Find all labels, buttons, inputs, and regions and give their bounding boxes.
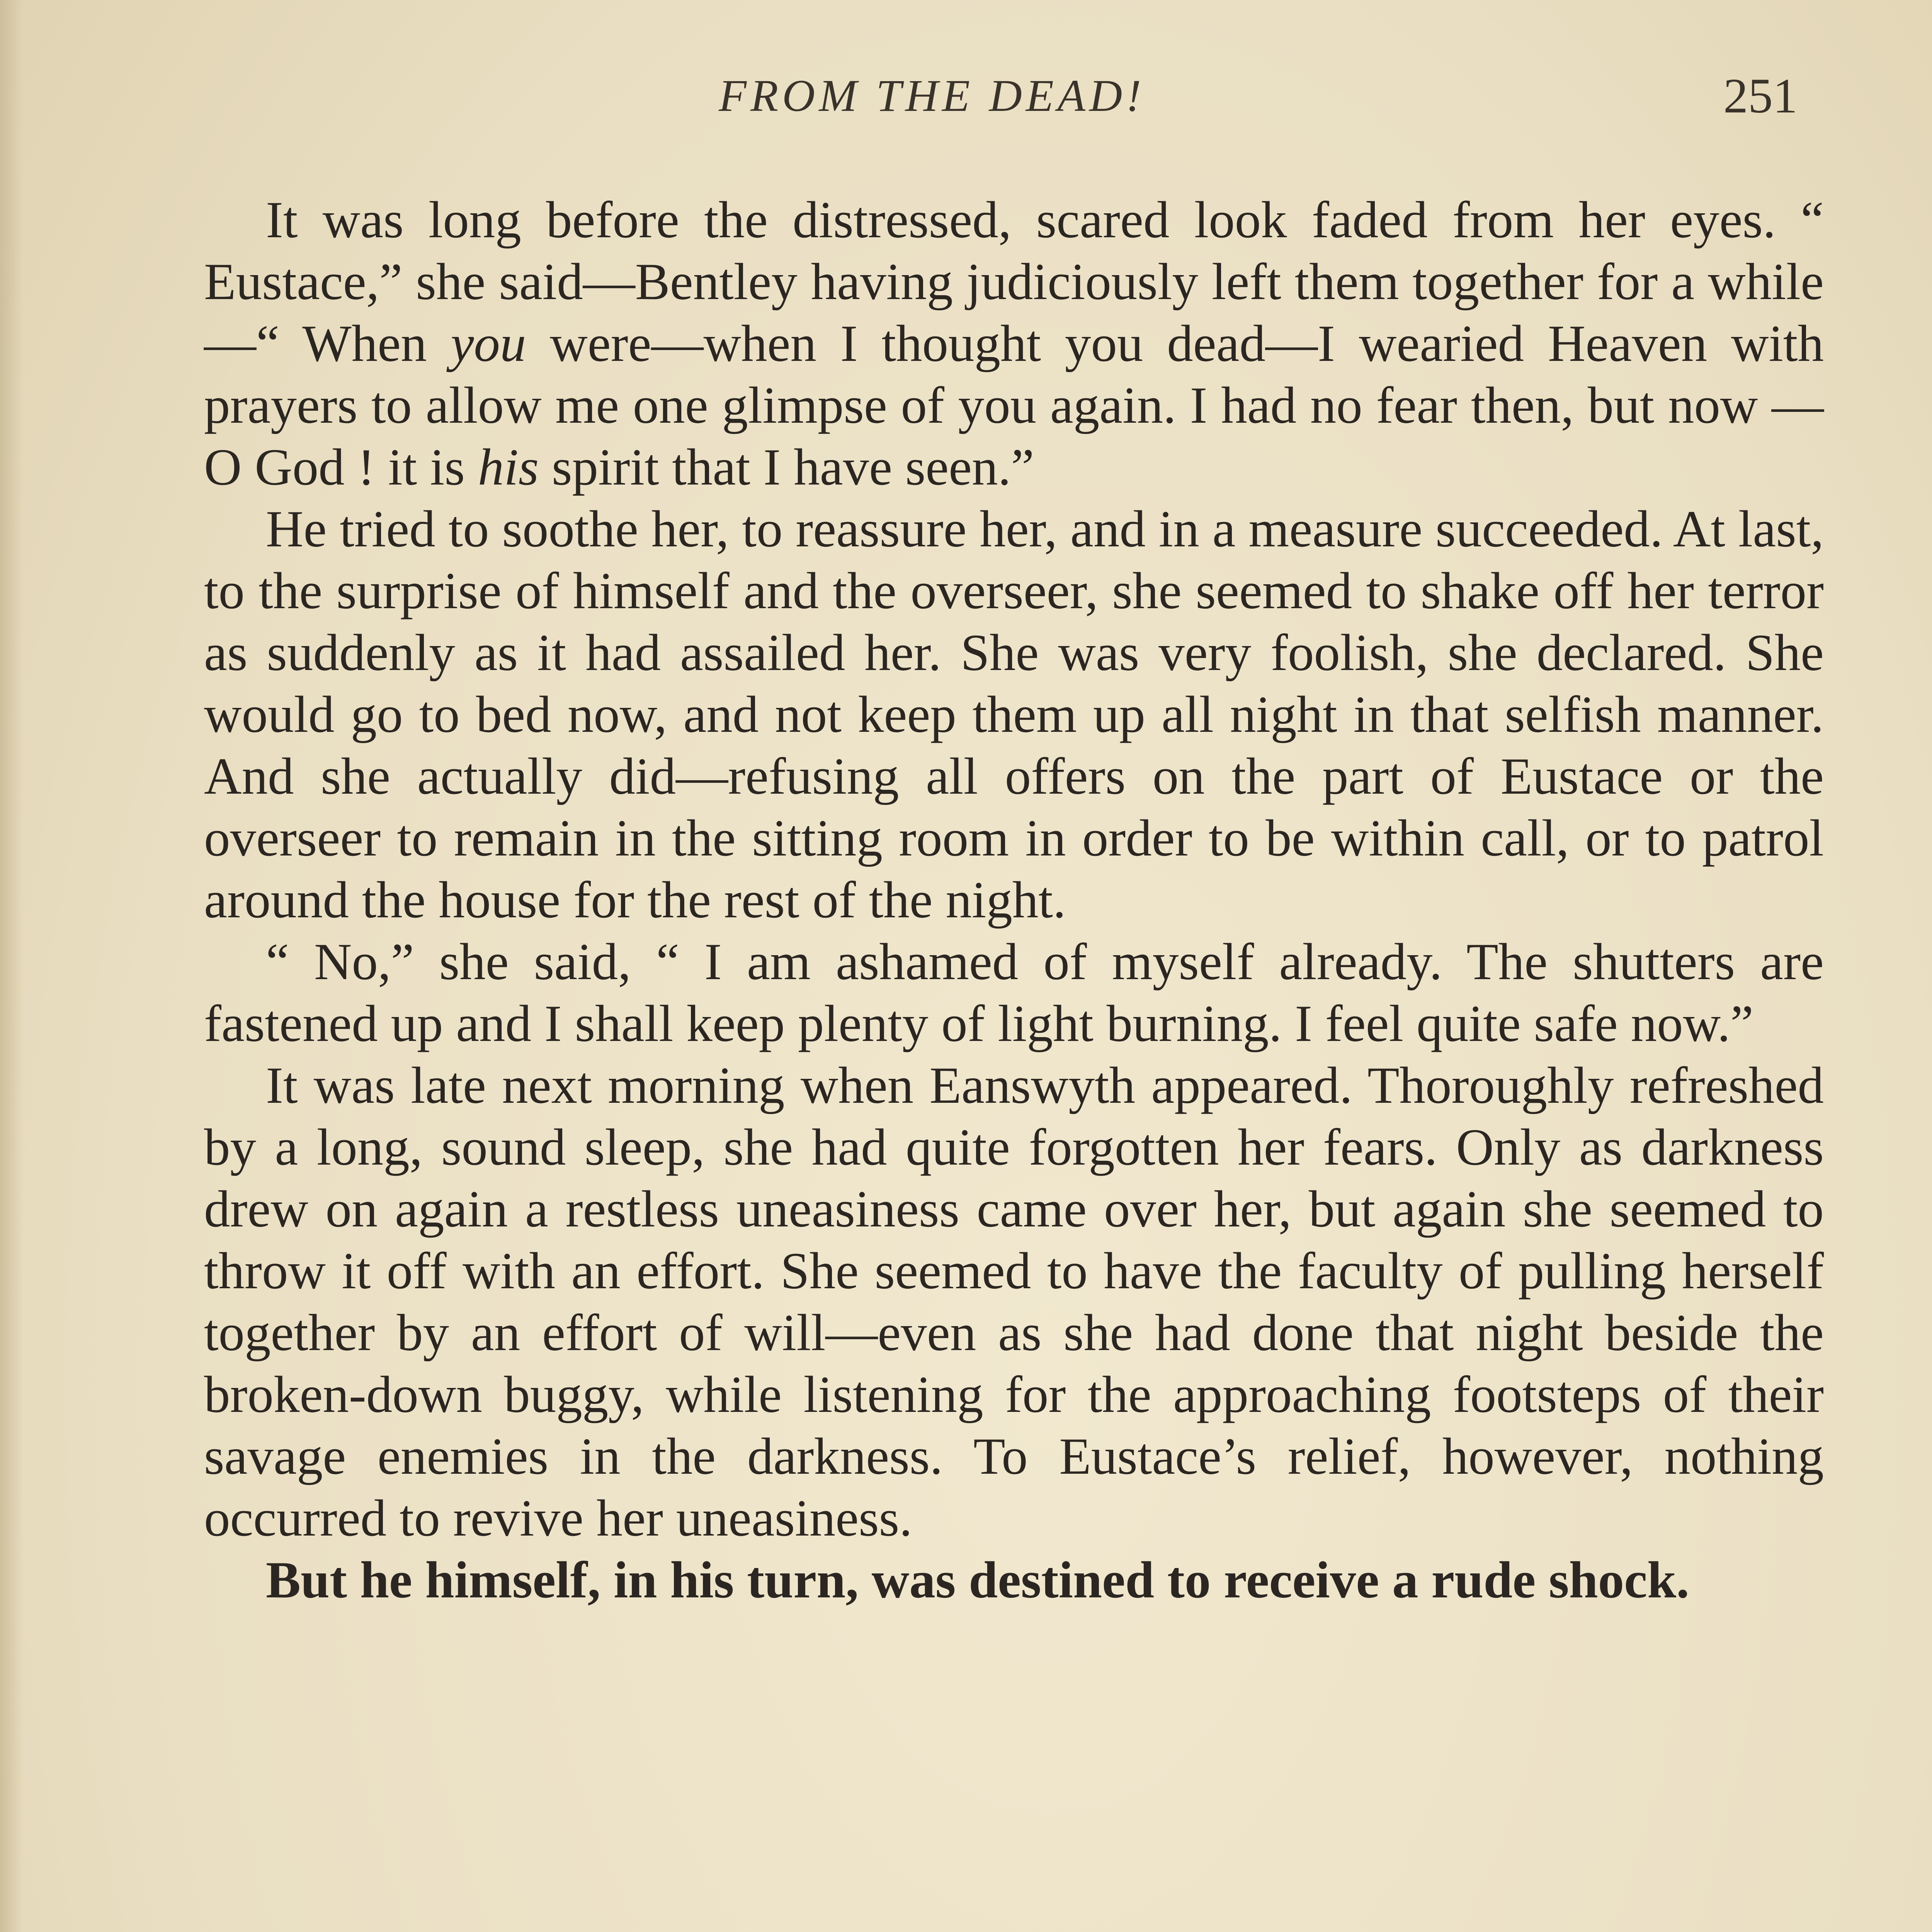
body-text [204,189,1824,1611]
paragraph-2: He tried to soothe her, to reassure her, and in a measure succeeded. At last, to the surprise of himself and the overseer, she seemed to shake off her terror as suddenly as it had assailed her. She was very foolish, she declared. She would go to bed now, and not keep them up all night in that selfish manner. And she actually did—refusing all offers on the part of Eustace or the overseer to remain in the sitting room in order to be within call, or to patrol around the house for the rest of the night. [204,500,1824,929]
emphasis-his: his [478,439,539,496]
page-number: 251 [1723,68,1798,123]
emphasis-you: you [451,315,526,372]
running-title: FROM THE DEAD! [719,70,1145,121]
paragraph-3: “ No,” she said, “ I am ashamed of myself already. The shutters are fastened up and I shall keep plenty of light burning. I feel quite safe now.” [204,933,1824,1053]
paragraph-5: But he himself, in his turn, was destined to receive a rude shock. [266,1551,1689,1609]
paragraph-4: It was late next morning when Eanswyth appeared. Thoroughly refreshed by a long, sound sleep, she had quite forgotten her fears. Only as darkness drew on again a restless uneasiness came over her, but again she seemed to throw it off with an effort. She seemed to have the faculty of pulling herself together by an effort of will—even as she had done that night beside the broken-down buggy, while listening for the approaching footsteps of their savage enemies in the darkness. To Eustace’s relief, however, nothing occurred to revive her uneasiness. [204,1057,1824,1547]
paragraph-1: It was long before the distressed, scared look faded from her eyes. “ Eustace,” she said—Bentley having judiciously left them together for a while—“ When you were—when I thought you dead—I wearied Heaven with prayers to allow me one glimpse of you again. I had no fear then, but now —O God ! it is his spirit that I have seen.” [204,191,1824,496]
page-edge-shadow [0,0,23,1932]
